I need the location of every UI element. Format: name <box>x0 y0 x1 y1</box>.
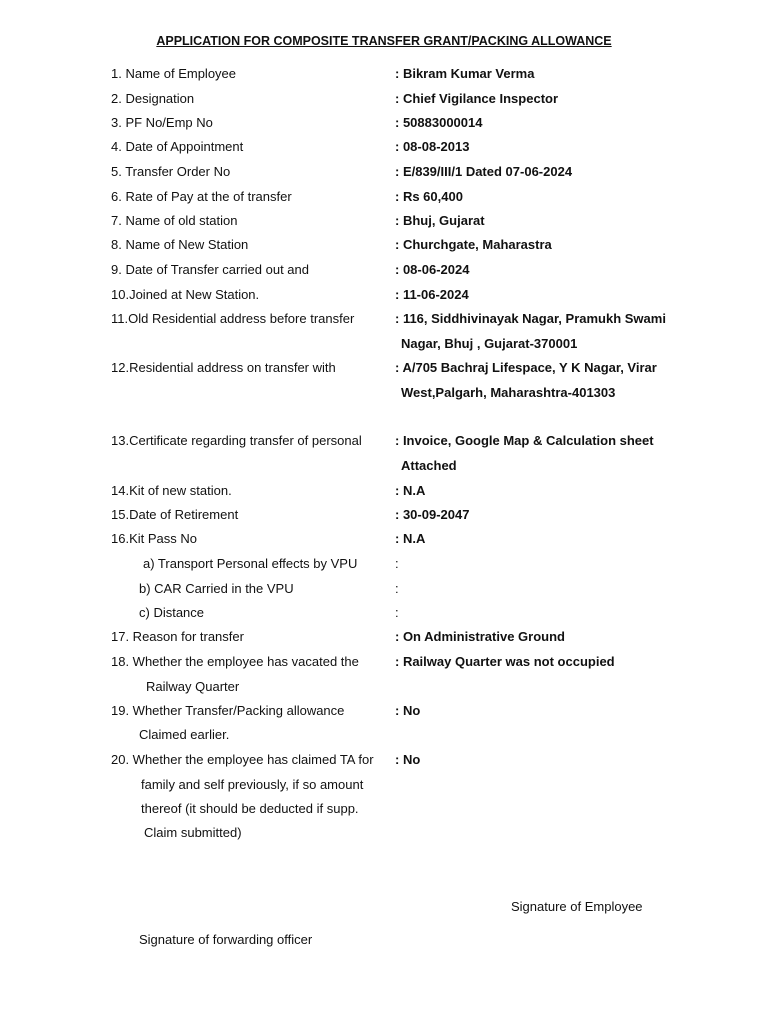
row-17-value: : On Administrative Ground <box>395 629 565 644</box>
form-title: APPLICATION FOR COMPOSITE TRANSFER GRANT/PACKING ALLOWANCE <box>156 34 612 48</box>
row-13-value-cont: Attached <box>401 458 457 473</box>
row-9-value: : 08-06-2024 <box>395 262 470 277</box>
row-14-value: : N.A <box>395 483 426 498</box>
row-7-value: : Bhuj, Gujarat <box>395 213 485 228</box>
row-15-value: : 30-09-2047 <box>395 507 470 522</box>
row-19-label: 19. Whether Transfer/Packing allowance <box>111 703 345 718</box>
row-2-label: 2. Designation <box>111 91 195 106</box>
row-12-value: : A/705 Bachraj Lifespace, Y K Nagar, Virar <box>395 360 657 375</box>
row-20-label: 20. Whether the employee has claimed TA for <box>111 752 374 767</box>
row-11-value-cont: Nagar, Bhuj , Gujarat-370001 <box>401 336 578 351</box>
row-16b-label: b) CAR Carried in the VPU <box>139 581 294 596</box>
row-18-label: 18. Whether the employee has vacated the <box>111 654 359 669</box>
row-9-label: 9. Date of Transfer carried out and <box>111 262 309 277</box>
row-3-label: 3. PF No/Emp No <box>111 115 213 130</box>
row-8-value: : Churchgate, Maharastra <box>395 237 552 252</box>
signature-employee: Signature of Employee <box>511 899 643 914</box>
row-1-label: 1. Name of Employee <box>111 66 237 81</box>
row-13-label: 13.Certificate regarding transfer of personal <box>111 433 362 448</box>
row-6-value: : Rs 60,400 <box>395 189 463 204</box>
row-20-label-cont-3: Claim submitted) <box>144 825 242 840</box>
row-16-label: 16.Kit Pass No <box>111 531 197 546</box>
row-12-label: 12.Residential address on transfer with <box>111 360 336 375</box>
row-13-value: : Invoice, Google Map & Calculation sheet <box>395 433 654 448</box>
row-17-label: 17. Reason for transfer <box>111 629 244 644</box>
row-18-value: : Railway Quarter was not occupied <box>395 654 615 669</box>
row-16a-value: : <box>395 556 399 571</box>
row-20-value: : No <box>395 752 421 767</box>
row-19-label-cont: Claimed earlier. <box>139 727 230 742</box>
row-16b-value: : <box>395 581 399 596</box>
row-14-label: 14.Kit of new station. <box>111 483 232 498</box>
row-1-value: : Bikram Kumar Verma <box>395 66 535 81</box>
row-2-value: : Chief Vigilance Inspector <box>395 91 559 106</box>
row-12-value-cont: West,Palgarh, Maharashtra-401303 <box>401 385 616 400</box>
row-4-value: : 08-08-2013 <box>395 139 470 154</box>
row-20-label-cont-1: family and self previously, if so amount <box>141 777 364 792</box>
row-5-value: : E/839/III/1 Dated 07-06-2024 <box>395 164 573 179</box>
row-16c-label: c) Distance <box>139 605 205 620</box>
row-6-label: 6. Rate of Pay at the of transfer <box>111 189 292 204</box>
row-5-label: 5. Transfer Order No <box>111 164 231 179</box>
row-10-label: 10.Joined at New Station. <box>111 287 260 302</box>
row-11-value: : 116, Siddhivinayak Nagar, Pramukh Swami <box>395 311 666 326</box>
row-10-value: : 11-06-2024 <box>395 287 469 302</box>
row-11-label: 11.Old Residential address before transfer <box>111 311 355 326</box>
row-8-label: 8. Name of New Station <box>111 237 249 252</box>
row-20-label-cont-2: thereof (it should be deducted if supp. <box>141 801 359 816</box>
signature-forwarding-officer: Signature of forwarding officer <box>139 932 313 947</box>
row-7-label: 7. Name of old station <box>111 213 238 228</box>
row-16-value: : N.A <box>395 531 426 546</box>
row-4-label: 4. Date of Appointment <box>111 139 244 154</box>
row-3-value: : 50883000014 <box>395 115 483 130</box>
row-19-value: : No <box>395 703 421 718</box>
row-16c-value: : <box>395 605 399 620</box>
row-16a-label: a) Transport Personal effects by VPU <box>143 556 358 571</box>
row-15-label: 15.Date of Retirement <box>111 507 239 522</box>
row-18-label-cont: Railway Quarter <box>146 679 240 694</box>
